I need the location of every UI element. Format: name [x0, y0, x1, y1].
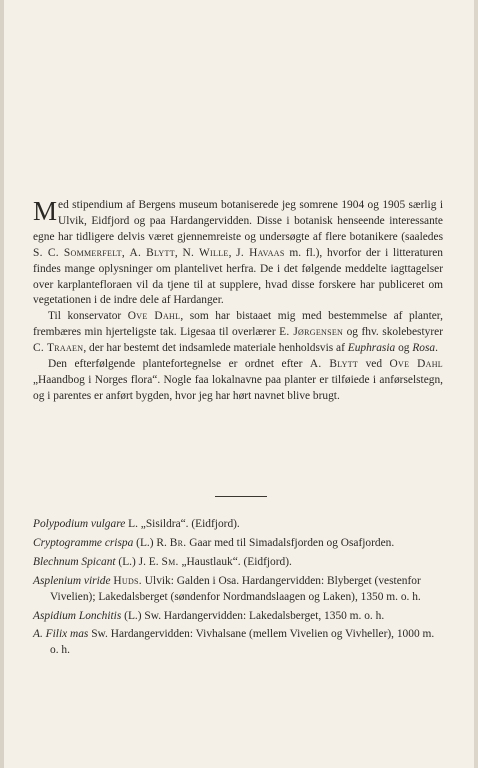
species-author: L. — [125, 518, 138, 530]
species-note: Gaar med til Simadalsfjorden og Osafjorden. — [186, 536, 395, 549]
botanist-names: S. C. Sommerfelt, A. Blytt, N. Wille, J. Havaas — [33, 246, 285, 259]
species-author: (L.) Sw. — [121, 609, 162, 622]
species-note: „Haustlauk“. (Eidfjord). — [178, 555, 292, 568]
genus-name: Rosa — [412, 342, 436, 355]
botanist-name: A. Blytt — [129, 246, 175, 259]
person-name: A. Blytt — [309, 358, 359, 371]
species-entry — [33, 609, 443, 625]
species-author: (L.) J. E. — [115, 555, 162, 568]
section-divider — [215, 496, 267, 497]
species-list — [33, 517, 443, 662]
page-edge-left — [0, 0, 4, 768]
species-author-abbrev: Huds. — [113, 574, 142, 587]
intro-paragraph-2: Til konservator Ove Dahl, som har bistaaet mig med bestemmelse af planter, frembæres min hjerteligste tak. Ligesaa til overlærer E. Jørgensen og fhv. skolebestyrer C. Traaen, der har bestemt det indsamlede materiale henholdsvis af Euphrasia og Rosa. — [33, 310, 443, 355]
species-note: Hardangervidden: Vivhalsane (mellem Vivelien og Vivheller), 1000 m. o. h. — [50, 628, 435, 657]
person-name: Ove Dahl — [127, 310, 181, 323]
species-latin-name: Polypodium vulgare — [33, 518, 126, 530]
botanist-name: J. Havaas — [236, 246, 285, 259]
intro-paragraph-3: Den efterfølgende plantefortegnelse er ordnet efter A. Blytt ved Ove Dahl „Haandbog i Norges flora“. Nogle faa lokalnavne paa planter er tilføiede i anførselstegn, og i parentes er anført bygden, hvor jeg har hørt navnet blive brugt. — [33, 358, 443, 402]
species-entry — [33, 574, 443, 606]
person-name: E. Jørgensen — [279, 326, 344, 339]
species-author: (L.) R. — [133, 536, 170, 549]
species-latin-name: Cryptogramme crispa — [33, 536, 134, 549]
botanist-name: S. C. Sommerfelt — [33, 246, 122, 259]
species-note: „Sisildra“. (Eidfjord). — [137, 518, 240, 530]
person-name: Ove Dahl — [389, 358, 443, 371]
species-entry — [33, 517, 443, 533]
species-note: Ulvik: Galden i Osa. Hardangervidden: Blyberget (vestenfor Vivelien); Lakedalsberget (søndenfor Nordmandslaagen og Laken), 1350 m. o. h. — [50, 574, 421, 603]
species-author-abbrev: Br. — [169, 536, 187, 549]
botanist-name: N. Wille — [182, 246, 229, 259]
page-edge-right — [474, 0, 478, 768]
intro-paragraph-1: Med stipendium af Bergens museum botaniserede jeg somrene 1904 og 1905 særlig i Ulvik, Eidfjord og paa Hardangervidden. Disse i botanisk henseende interessante egne har tidligere delvis været gjennemreiste og undersøgte af flere botanikere (saaledes S. C. Sommerfelt, A. Blytt, N. Wille, J. Havaas m. fl.), hvorfor der i litteraturen findes mange oplysninger om plantelivet herfra. De i det følgende meddelte iagttagelser over karplantefloraen vil da tjene til at supplere, hvad disse forskere har publiceret om vegetationen i de indre dele af Hardanger. — [33, 196, 443, 307]
species-latin-name: Blechnum Spicant — [33, 555, 116, 568]
species-author: Sw. — [88, 628, 108, 641]
species-entry — [33, 555, 443, 571]
person-name: C. Traaen — [33, 342, 84, 355]
drop-cap: M — [33, 196, 58, 226]
species-note: Hardangervidden: Lakedalsberget, 1350 m. o. h. — [161, 609, 385, 622]
species-latin-name: Asplenium viride — [33, 574, 111, 587]
species-latin-name: A. Filix mas — [33, 628, 89, 641]
introduction-text — [33, 198, 443, 405]
species-entry — [33, 536, 443, 552]
genus-name: Euphrasia — [347, 342, 396, 355]
species-latin-name: Aspidium Lonchitis — [33, 609, 122, 622]
species-author-abbrev: Sm. — [161, 555, 179, 568]
species-entry — [33, 627, 443, 659]
